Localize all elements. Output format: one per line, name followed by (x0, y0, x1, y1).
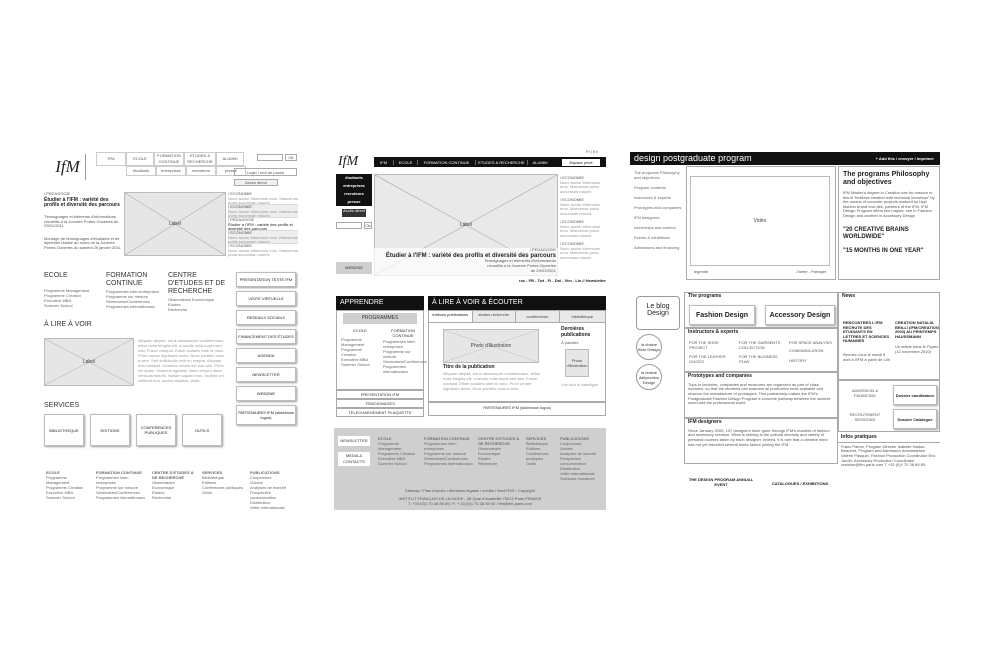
footer-col (46, 470, 94, 500)
instructor-link[interactable]: COMMUNICATION (789, 348, 824, 353)
right-button[interactable]: AGENDA (236, 348, 296, 363)
footer-bottom-links[interactable]: Sitemap / Plan d'accès / Mentions légales / crédits / feed RSS / Copyright (405, 488, 535, 493)
news-text: Nunc auctor bibendum eros. Maecenas porta accumsan mauris (228, 195, 298, 206)
footer-link[interactable]: Conjoncture (560, 441, 582, 446)
col-link[interactable]: Programme (341, 336, 362, 342)
thumb-label: Photo d'illustration (566, 358, 588, 368)
news-kicker: / ECONOMIE (560, 241, 585, 246)
publication-thumb[interactable] (565, 349, 589, 377)
news-text: Nunc auctor bibendum eros. Maecenas porta accumsan mauris (228, 234, 298, 245)
wireframe-homepage-v1 (40, 148, 302, 518)
ifm-logo[interactable]: IfM (50, 154, 86, 180)
pub-title[interactable]: Titre de la publication (443, 364, 495, 370)
apprendre-header: APPRENDRE (336, 296, 424, 310)
bottom-link[interactable]: THE DESIGN PROGRAM ANNUAL EVENT (688, 477, 754, 487)
footer-col-title[interactable]: SERVICES (526, 436, 547, 441)
footer-col-title[interactable]: FORMATION CONTINUE (424, 436, 470, 441)
subnav-item[interactable]: étudiants (126, 166, 156, 176)
col-link[interactable]: Programme (341, 346, 362, 352)
footer-link[interactable]: consommation (250, 495, 277, 500)
footer-link[interactable]: Conférences publiques (202, 485, 243, 490)
news-kicker: / PEDAGOGIE (228, 217, 255, 222)
nav-item[interactable]: IFM (374, 160, 394, 165)
ifm-logo[interactable]: IfM (338, 154, 359, 169)
lead-overlay (374, 248, 558, 276)
col-link[interactable]: Programmes internationaux (383, 364, 409, 375)
right-button[interactable]: PARTENAIRES IFM (slideshow logos) (236, 405, 296, 425)
left-button[interactable]: TELECHARGEMENT PLAQUETTE (336, 408, 424, 417)
infos-text: Franc Parion, Program Director Isabelle Hadou-Beaufort, Program and Admission Administrator Valérie Pasquin, Fashion Production Coordinator Eric Jardin, Accessory Production Coordinator creation@ifm-paris.com T +33 (0)1 70 38 89 89 (841, 443, 936, 468)
footer-link[interactable]: Observatoire (152, 480, 175, 485)
quote-1: "20 CREATIVE BRAINS WORLDWIDE" (843, 226, 909, 240)
lead-title[interactable]: Étudier à l'IFM : variété des profils et diversité des parcours (385, 252, 556, 259)
nav-item[interactable]: IFM (96, 152, 126, 166)
side-menu (336, 174, 372, 206)
video-placeholder[interactable] (690, 176, 830, 266)
recrutement-label: RECRUTEMENT SESSIONS (849, 412, 881, 422)
avoir-title: À LIRE À VOIR (44, 321, 92, 328)
tab-etudes[interactable]: études recherche (473, 311, 517, 322)
service-button[interactable]: OUTILS (182, 414, 222, 446)
news-sub: Un article dans le Figaro (12 novembre 2010) (895, 344, 939, 354)
instructor-link[interactable]: FOR THE BUSINESS PLAN (739, 354, 778, 364)
instructor-link[interactable]: FOR THE GARMENTS COLLECTION (739, 340, 781, 350)
nav-item[interactable]: FORMATION CONTINUE (418, 160, 476, 165)
news-sub: Rendez-vous le mardi 5 avril à l'IFM à partir de 14h (843, 352, 891, 362)
right-button[interactable]: WEBZINE (236, 386, 296, 401)
column-link[interactable]: Séminaires/Conférences (106, 299, 150, 305)
service-button[interactable]: BIBLIOTHEQUE (44, 414, 84, 446)
admission-section (838, 380, 940, 432)
column-title[interactable]: FORMATION CONTINUE (106, 272, 148, 288)
footer-link[interactable]: consommation (560, 461, 587, 466)
footer-link[interactable]: Editions (202, 480, 217, 485)
footer-link[interactable]: Programme Creation (46, 485, 84, 490)
side-menu-item[interactable]: presse (347, 199, 361, 204)
footer-link[interactable]: Programme sur mesure (96, 485, 139, 490)
footer-link[interactable]: Guides (560, 446, 573, 451)
column-link[interactable]: Recherche (168, 307, 188, 313)
footer-link[interactable]: Programmes inter-entreprises (96, 475, 130, 485)
footer-link[interactable]: Prospective (560, 456, 581, 461)
footer-col (526, 436, 558, 466)
footer-link[interactable]: Analyses de marché (560, 451, 597, 456)
acces-direct-select[interactable]: Accès direct (234, 179, 278, 186)
news-item[interactable] (560, 176, 606, 198)
footer-col-title[interactable]: FORMATION CONTINUE (96, 470, 142, 475)
search-button[interactable]: Ok (365, 223, 371, 228)
news-kicker: / ECONOMIE (228, 204, 253, 209)
column-link[interactable]: Programmes inter-entreprises (106, 289, 159, 295)
news-kicker: / ECONOMIE (560, 197, 585, 202)
accessory-design-button[interactable]: Accessory Design (765, 305, 835, 325)
news-text: Nunc auctor bibendum eros. Maecenas porta accumsan mauris (560, 245, 601, 260)
section-text: Since January 2000, 137 designers have gone through IFM's masters of fashion and accessory creation. What is striking is the cultural diversity and variety of personal courses taken by each designer. Indeed, it is rare that a creative mind has not yet travelled several times before joining the IFM (688, 427, 830, 447)
quote-2: "15 MONTHS IN ONE YEAR" (843, 248, 924, 255)
col-link[interactable]: Executive MBA (341, 356, 369, 362)
instructors-section (684, 328, 838, 372)
footer-col (96, 470, 148, 500)
search-button[interactable]: Ok (285, 154, 297, 161)
col-link[interactable]: Séminaires/Conférences (383, 359, 427, 365)
col-link[interactable]: Programme sur mesure (383, 349, 411, 360)
nav-item[interactable]: ECOLE (126, 152, 154, 166)
column-ecole (44, 272, 102, 308)
search-input[interactable] (336, 222, 362, 229)
pub-text: Aliquam aliquet, est a ullamcorper condimentum, tellus nulla fringilla elit, a iaculis nulla turpis sed wisi. Fusce volutpat. Etiam sodales ante id nunc. Proin ornare dignissim lacus. Nunc porttitor nunc a sem. (443, 371, 540, 391)
footer-col (202, 470, 248, 495)
like-share[interactable]: J'aime - Partager (796, 269, 827, 274)
news-kicker: / ECONOMIE (560, 219, 585, 224)
footer-link[interactable]: Conférences publiques (526, 451, 549, 461)
footer-col-title[interactable]: CENTRE D'ETUDES & DE RECHERCHE (152, 470, 194, 480)
wireframe-design-program (630, 148, 940, 496)
news-title[interactable]: CREATION NATALIA BRILLI (IFM/CREATION 2003) AU PRINTEMPS HAUSSMANN (895, 320, 939, 339)
fashion-design-button[interactable]: Fashion Design (689, 305, 755, 325)
footer-link[interactable]: Outils (202, 490, 213, 495)
dernieres-title: Dernières publications (561, 326, 591, 338)
footer-link[interactable]: Observatoire (478, 446, 501, 451)
instructor-link[interactable]: FOR THE SHOE PROJECT (689, 340, 719, 350)
flickr-channel[interactable]: la chaine flickr Design (636, 334, 662, 360)
instructor-link[interactable]: FOR SPACE ANALYSIS (789, 340, 832, 345)
right-button[interactable]: PRESENTATION TEXTE IFM (236, 272, 296, 287)
right-button[interactable]: VISITE VIRTUELLE (236, 291, 296, 306)
menu-item[interactable]: Events & exhibitions (634, 235, 671, 240)
main-nav (374, 157, 606, 167)
a-paraitre[interactable]: À paraître (561, 340, 579, 345)
avoir-image-placeholder[interactable] (44, 338, 134, 386)
side-menu-item[interactable]: étudiants (345, 175, 363, 180)
page-title: design postgraduate program (634, 153, 752, 163)
footer-link[interactable]: Programme sur mesure (424, 451, 467, 456)
instructor-link[interactable]: FOR THE LEATHER GOODS (689, 354, 726, 364)
nav-item[interactable]: ECOLE (394, 160, 418, 165)
main-nav (96, 152, 256, 166)
column-link[interactable]: Programmes internationaux (106, 304, 156, 310)
lead-kicker: / PEDAGOGIE (44, 191, 71, 196)
video-label: Vidéo (753, 218, 767, 224)
footer-newsletter[interactable]: NEWSLETTER (338, 436, 370, 446)
hero-image-placeholder[interactable] (124, 192, 226, 256)
bottom-link[interactable]: CATALOGUES / EXHIBITIONS (771, 481, 829, 486)
lead-text: Témoignages et éléments d'informations recueillis à la Journée Portes Ouvertes du 29/01/2011 (44, 214, 119, 229)
footer-address: INSTITUT FRANÇAIS DE LA MODE - 36 Quai d'Austerlitz 75013 Paris FRANCE (398, 496, 542, 501)
column-link[interactable]: Summer School (44, 303, 73, 309)
webzine-label[interactable]: WEBZINE (336, 262, 372, 274)
acces-direct-select[interactable]: Accès direct (342, 209, 366, 217)
programmes-tab[interactable]: PROGRAMMES (343, 313, 417, 324)
col-link[interactable]: Management (341, 341, 365, 347)
nav-item[interactable]: ETUDES & RECHERCHE (184, 152, 216, 166)
footer-link[interactable]: Management (46, 480, 70, 485)
hero-label: Label (168, 221, 182, 227)
col-link[interactable]: Création (341, 351, 357, 357)
news-section (838, 292, 940, 380)
news-item[interactable] (560, 198, 606, 220)
nav-item[interactable]: FORMATION CONTINUE (154, 152, 184, 166)
lead-title[interactable]: Étudier à l'IFM : variété des profils et diversité des parcours (44, 196, 120, 209)
footer-link[interactable]: Programmes internationaux (424, 461, 474, 466)
column-link[interactable]: Etudes (168, 302, 181, 308)
news-kicker: / ECONOMIE (228, 230, 253, 235)
photo-label: Photo d'illustration (470, 343, 512, 349)
column-link[interactable]: Programme Management (44, 288, 90, 294)
catalogue-link[interactable]: Voir tout le catalogue (561, 382, 599, 387)
footer-link[interactable]: Veille internationale (560, 471, 595, 476)
footer-link[interactable]: Bibliothèque (202, 475, 225, 480)
footer-contacts[interactable]: MEDIA & CONTACTS (338, 452, 370, 466)
dossier-button[interactable]: Dossier candidature (893, 385, 937, 405)
subnav-item[interactable]: recruteurs (186, 166, 216, 176)
nav-item[interactable]: ALUMNI (532, 159, 548, 165)
right-button[interactable]: RESEAUX SOCIAUX (236, 310, 296, 325)
news-item[interactable] (560, 242, 606, 264)
footer-link[interactable]: Management (378, 446, 402, 451)
tab-bar (429, 311, 605, 323)
news-text: Nunc auctor bibendum eros. Maecenas porta accumsan mauris (560, 223, 601, 238)
col-link[interactable]: Programmes inter-entreprises (383, 339, 417, 350)
lead-sub: Témoignages et éléments d'informations recueillis à la Journée Portes Ouvertes du 29/01/2011 (484, 258, 556, 273)
catalogue-button[interactable]: Dossier Catalogue (893, 409, 937, 429)
share-actions[interactable]: + Add this / envoyer / imprimer (875, 156, 934, 161)
section-header: News (842, 293, 856, 299)
login-field[interactable]: Login / mot de passe (234, 168, 297, 176)
menu-item[interactable]: IFM designers (634, 215, 660, 220)
menu-item[interactable]: Program contents (634, 185, 666, 190)
footer-link[interactable]: Programme (378, 441, 399, 446)
footer-link[interactable]: Executive MBA (378, 456, 406, 461)
video-legend: legende (694, 269, 709, 274)
admission-label: ADMISSION & FINANCING (851, 388, 879, 398)
avoir-header: À LIRE À VOIR & ÉCOUTER (428, 296, 606, 310)
footer-link[interactable]: Etudes (152, 490, 165, 495)
footer-link[interactable]: Summer School (46, 495, 75, 500)
designers-section (684, 418, 838, 464)
menu-item[interactable]: The programs Philosophy and objectives (634, 170, 680, 180)
footer-col (378, 436, 422, 466)
avoir-label: Label (82, 359, 96, 365)
footer-col-title[interactable]: ECOLE (46, 470, 60, 475)
news-item[interactable] (228, 244, 298, 257)
news-text: Nunc auctor bibendum eros. Maecenas porta accumsan mauris (228, 208, 298, 219)
footer-link[interactable]: Sciences humaines (560, 476, 595, 481)
infos-section (838, 434, 940, 496)
services-title: SERVICES (44, 402, 80, 409)
column-title[interactable]: ECOLE (44, 272, 68, 279)
footer-link[interactable]: Guides (250, 480, 263, 485)
service-button[interactable]: EDITIONS (90, 414, 130, 446)
section-header: Infos pratiques (838, 434, 940, 443)
footer-contact: T. +33 (0)1 70 38 89 89 / F. + 33 (0)1 70 38 89 00 / ifm@ifm-paris.com (407, 501, 533, 506)
footer-col-title[interactable]: ECOLE (378, 436, 392, 441)
footer-col-title[interactable]: PUBLICATIONS (250, 470, 280, 475)
programmes-box (336, 310, 427, 390)
section-header: The programs (688, 293, 722, 299)
footer-link[interactable]: Recherche (478, 461, 498, 466)
footer-col (424, 436, 476, 466)
column-title[interactable]: CENTRE D'ETUDES ET DE RECHERCHE (168, 272, 226, 296)
news-text: Nunc auctor bibendum eros. Maecenas porta accumsan mauris (560, 179, 601, 194)
column-centre (168, 272, 228, 312)
footer-col-title[interactable]: SERVICES (202, 470, 223, 475)
news-list (560, 176, 606, 264)
footer-link[interactable]: Outils (526, 461, 537, 466)
lead-text: Montage de témoignages d'étudiants et de diplômés réalisé au cours de la Journée Portes Ouvertes du samedi 29 janvier 2011. (44, 235, 122, 251)
footer-link[interactable]: Programmes internationaux (96, 495, 146, 500)
lang-switch[interactable]: Fr | En (586, 149, 598, 154)
tab-editions[interactable]: éditions publications (429, 311, 473, 322)
share-bar[interactable]: rss - FB - Twt - Fl - Dai - Vim - Lin // Newsletter (519, 278, 606, 283)
footer-col (560, 436, 604, 481)
left-menu (634, 170, 682, 250)
intro-text: IFM Master's degree in Creation has for mission to blend "limitless creation with technical knowhow" by the means of concrete projects realized by high fashion brand four-ties, partners of the IFM. IFM Design Program offers two majors: one in Fashion Design and another in Accessory Design (843, 190, 935, 219)
footer-link[interactable]: Veille internationale (250, 505, 285, 510)
footer-link[interactable]: Prospective (250, 490, 271, 495)
footer-link[interactable]: Editions (526, 446, 541, 451)
news-kicker: / ECONOMIE (560, 175, 585, 180)
column-formation (106, 272, 164, 309)
avoir-box (428, 310, 606, 402)
side-menu-item[interactable]: entreprises (343, 183, 365, 188)
footer-link[interactable]: Executive MBA (46, 490, 74, 495)
footer-col (152, 470, 200, 500)
column-link[interactable]: Programme sur mesure (106, 294, 149, 300)
espace-prive-button[interactable]: Espace privé (562, 159, 600, 166)
menu-item[interactable]: Internships and careers (634, 225, 676, 230)
news-list (228, 192, 298, 258)
news-title[interactable]: RENCONTRES L'IFM RECRUTE DES ETUDIANTS EN LETTRES ET SCIENCES HUMAINES (843, 320, 890, 344)
right-button[interactable]: NEWSLETTER (236, 367, 296, 382)
footer-col (478, 436, 524, 466)
menu-item[interactable]: Admissions and financing (634, 245, 680, 250)
col-title[interactable]: FORMATION CONTINUE (391, 328, 415, 338)
page-header (630, 152, 940, 165)
side-menu-item[interactable]: recruteurs (344, 191, 364, 196)
left-button[interactable]: TEMOIGNAGES (336, 399, 424, 408)
footer-link[interactable]: Programme Création (378, 451, 416, 456)
nav-item[interactable]: ETUDES & RECHERCHE (476, 160, 528, 165)
ecole-col (341, 329, 379, 367)
footer-link[interactable]: Etudes (478, 456, 491, 461)
prototypes-section (684, 372, 838, 418)
search-input[interactable] (257, 154, 283, 161)
tab-conferences[interactable]: conférences (516, 311, 560, 322)
footer-link[interactable]: Distribution (250, 500, 271, 505)
service-button[interactable]: CONFERENCES PUBLIQUES (136, 414, 176, 446)
footer-col (250, 470, 300, 510)
menu-item[interactable]: Instructors & experts (634, 195, 671, 200)
news-text: Nunc auctor bibendum eros. Maecenas porta accumsan mauris (560, 201, 601, 216)
col-link[interactable]: Summer School (341, 361, 370, 367)
intro-title: The programs Philosophy and objectives (843, 171, 930, 187)
blog-box[interactable]: Le blog Design (636, 296, 680, 330)
section-header: Instructors & experts (688, 329, 739, 335)
footer-link[interactable]: Séminaires/Conférences (96, 490, 140, 495)
column-link[interactable]: Programme Creation (44, 293, 82, 299)
wireframe-homepage-v2 (334, 148, 606, 512)
col-title[interactable]: ECOLE (353, 328, 367, 333)
news-kicker: / ECONOMIE (228, 243, 253, 248)
news-text: Nunc auctor bibendum eros. Maecenas porta accumsan mauris (228, 247, 298, 258)
tab-bibliotheque[interactable]: bibliothèque (560, 311, 605, 322)
nav-item[interactable]: ALUMNI (216, 152, 244, 166)
subnav-item[interactable]: presse (216, 166, 246, 176)
intro-box (838, 166, 940, 280)
footer-link[interactable]: Economique (152, 485, 175, 490)
news-kicker: / ECONOMIE (228, 191, 253, 196)
lead-kicker: / PEDAGOGIE (529, 247, 556, 252)
footer-link[interactable]: Distribution (560, 466, 581, 471)
right-button[interactable]: FINANCEMENT DES ÉTUDES (236, 329, 296, 344)
footer-link[interactable]: Bibliothèque (526, 441, 549, 446)
footer-link[interactable]: Summer School (378, 461, 407, 466)
sub-nav (126, 166, 246, 176)
menu-item[interactable]: Prototypes and companies (634, 205, 682, 210)
footer-link[interactable]: Programmes inter-entreprises (424, 441, 458, 451)
section-header: IFM designers (688, 419, 722, 425)
programs-section (684, 292, 838, 328)
column-link[interactable]: Observatoire Economique (168, 297, 215, 303)
fc-col (383, 328, 427, 375)
footer-link[interactable]: Séminaires/Conférences (424, 456, 468, 461)
subnav-item[interactable]: entreprises (156, 166, 186, 176)
footer-link[interactable]: Economique (478, 451, 501, 456)
dailymotion-channel[interactable]: la chaine dailymotion Design (636, 364, 662, 390)
section-text: Trips to factories, companies and museums are organized as part of class modules, so that the students can examine all production tools available and observe the manufacture of prototypes. This partnership makes the IFM's Postgraduate Fashion Design Program a concrete pathway between the student world and the professional world (688, 381, 831, 406)
news-item[interactable] (560, 220, 606, 242)
column-link[interactable]: Executive MBA (44, 298, 72, 304)
instructor-link[interactable]: HISTORY (789, 358, 807, 363)
avoir-text: Aliquam aliquet, est a ullamcorper condimentum, tellus nulla fringilla elit, a iaculis nulla turpis sed wisi. Fusce volutpat. Etiam sodales ante id nunc. Proin ornare dignissim lacus. Nunc porttitor nunc a sem. Sed sollicitudin velit eu magna. Aliquam erat volutpat. Vivamus ornare est non wisi. Proin vel quam. Vivamus egestas. Nunc tempor diam vehicula mauris. Nullam sapien eros, facilisis vel, eleifend non, auctor dapibus, pede. (138, 338, 225, 383)
footer-link[interactable]: Recherche (152, 495, 172, 500)
footer-link[interactable]: Programme (46, 475, 67, 480)
publication-photo[interactable] (443, 329, 539, 363)
footer-col-title[interactable]: PUBLICATIONS (560, 436, 590, 441)
partenaires-box[interactable]: PARTENAIRES IFM (slideshow logos) (428, 402, 606, 416)
footer (334, 428, 606, 510)
section-header: Prototypes and companies (688, 373, 752, 379)
footer-link[interactable]: Conjoncture (250, 475, 272, 480)
lead-article (44, 192, 122, 256)
left-button[interactable]: PRESENTATION IFM (336, 390, 424, 399)
news-text: Étudier à l'IFM : variété des profils et diversité des parcours (228, 221, 293, 232)
hero-label: Label (459, 222, 473, 228)
footer-col-title[interactable]: CENTRE D'ETUDES & DE RECHERCHE (478, 436, 520, 446)
footer-link[interactable]: Analyses de marché (250, 485, 287, 490)
